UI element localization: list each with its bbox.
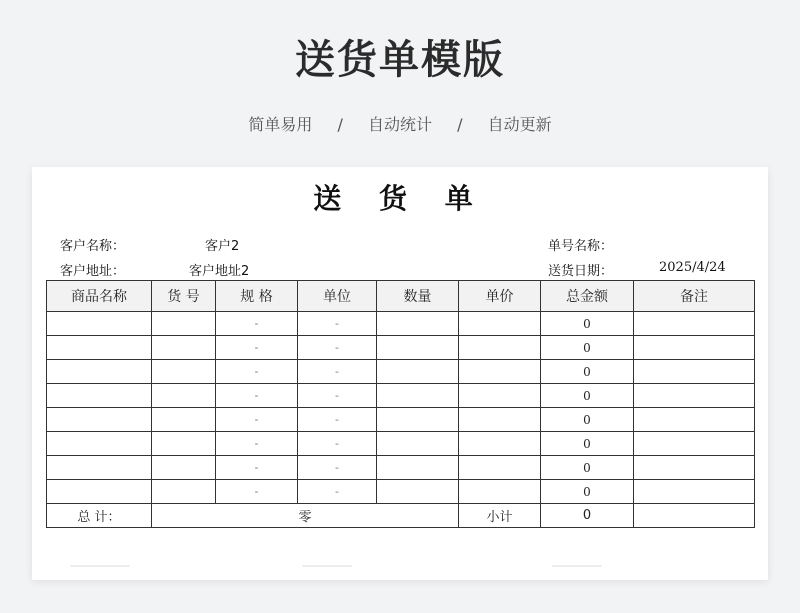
cell-unit[interactable]: - xyxy=(298,384,377,408)
cell-total-amount[interactable]: 0 xyxy=(541,384,634,408)
cell-total-amount[interactable]: 0 xyxy=(541,456,634,480)
cell-remarks[interactable] xyxy=(634,312,755,336)
cell-unit-price[interactable] xyxy=(459,336,541,360)
cell-specification[interactable]: - xyxy=(216,336,298,360)
cell-unit[interactable]: - xyxy=(298,456,377,480)
cell-unit-price[interactable] xyxy=(459,312,541,336)
table-row xyxy=(47,432,755,456)
total-in-words: 零 xyxy=(152,504,459,528)
total-remarks-cell[interactable] xyxy=(634,504,755,528)
cell-unit-price[interactable] xyxy=(459,384,541,408)
cell-unit[interactable]: - xyxy=(298,480,377,504)
table-row xyxy=(47,480,755,504)
cell-unit[interactable]: - xyxy=(298,432,377,456)
faded-footer-line xyxy=(70,565,130,567)
hero-title: 送货单模版 xyxy=(295,37,505,83)
table-row xyxy=(47,360,755,384)
cell-total-amount[interactable]: 0 xyxy=(541,480,634,504)
cell-specification[interactable]: - xyxy=(216,360,298,384)
cell-product-name[interactable] xyxy=(47,336,152,360)
cell-quantity[interactable] xyxy=(377,456,459,480)
cell-total-amount[interactable]: 0 xyxy=(541,360,634,384)
header-item-number: 货 号 xyxy=(152,281,216,312)
table-row xyxy=(47,408,755,432)
cell-remarks[interactable] xyxy=(634,384,755,408)
cell-product-name[interactable] xyxy=(47,312,152,336)
header-product-name: 商品名称 xyxy=(47,281,152,312)
total-label: 总 计： xyxy=(47,504,152,528)
cell-quantity[interactable] xyxy=(377,384,459,408)
subtotal-value: 0 xyxy=(541,504,634,528)
cell-product-name[interactable] xyxy=(47,360,152,384)
header-unit-price: 单价 xyxy=(459,281,541,312)
cell-product-name[interactable] xyxy=(47,408,152,432)
cell-item-number[interactable] xyxy=(152,456,216,480)
table-row xyxy=(47,336,755,360)
cell-specification[interactable]: - xyxy=(216,432,298,456)
cell-total-amount[interactable]: 0 xyxy=(541,336,634,360)
header-unit: 单位 xyxy=(298,281,377,312)
header-specification: 规 格 xyxy=(216,281,298,312)
cell-remarks[interactable] xyxy=(634,336,755,360)
cell-item-number[interactable] xyxy=(152,408,216,432)
cell-total-amount[interactable]: 0 xyxy=(541,408,634,432)
cell-quantity[interactable] xyxy=(377,336,459,360)
table-row xyxy=(47,384,755,408)
delivery-date-value[interactable]: 2025/4/24 xyxy=(659,260,726,275)
table-header-row xyxy=(47,281,755,312)
cell-product-name[interactable] xyxy=(47,384,152,408)
cell-unit-price[interactable] xyxy=(459,360,541,384)
feature-separator: / xyxy=(457,115,463,134)
cell-quantity[interactable] xyxy=(377,480,459,504)
cell-unit-price[interactable] xyxy=(459,456,541,480)
header-quantity: 数量 xyxy=(377,281,459,312)
table-row xyxy=(47,312,755,336)
customer-name-label: 客户名称： xyxy=(60,239,126,254)
cell-total-amount[interactable]: 0 xyxy=(541,312,634,336)
cell-item-number[interactable] xyxy=(152,312,216,336)
customer-address-label: 客户地址： xyxy=(60,264,126,279)
cell-specification[interactable]: - xyxy=(216,480,298,504)
feature-1: 简单易用 xyxy=(248,115,313,134)
cell-unit[interactable]: - xyxy=(298,408,377,432)
header-remarks: 备注 xyxy=(634,281,755,312)
cell-product-name[interactable] xyxy=(47,456,152,480)
document-title: 送 货 单 xyxy=(313,182,487,215)
cell-item-number[interactable] xyxy=(152,480,216,504)
cell-quantity[interactable] xyxy=(377,312,459,336)
delivery-date-label: 送货日期： xyxy=(548,264,614,279)
feature-tagline xyxy=(0,112,800,135)
feature-2: 自动统计 xyxy=(367,115,432,134)
cell-specification[interactable]: - xyxy=(216,384,298,408)
cell-item-number[interactable] xyxy=(152,432,216,456)
cell-quantity[interactable] xyxy=(377,432,459,456)
cell-remarks[interactable] xyxy=(634,360,755,384)
total-row xyxy=(47,504,755,528)
cell-specification[interactable]: - xyxy=(216,408,298,432)
customer-address-value[interactable]: 客户地址2 xyxy=(189,264,250,279)
cell-unit-price[interactable] xyxy=(459,480,541,504)
cell-product-name[interactable] xyxy=(47,480,152,504)
cell-remarks[interactable] xyxy=(634,432,755,456)
cell-unit[interactable]: - xyxy=(298,360,377,384)
header-total-amount: 总金额 xyxy=(541,281,634,312)
feature-separator: / xyxy=(337,115,343,134)
cell-specification[interactable]: - xyxy=(216,312,298,336)
order-number-label: 单号名称： xyxy=(548,239,614,254)
cell-remarks[interactable] xyxy=(634,456,755,480)
faded-footer-line xyxy=(552,565,602,567)
cell-item-number[interactable] xyxy=(152,336,216,360)
cell-remarks[interactable] xyxy=(634,408,755,432)
cell-unit[interactable]: - xyxy=(298,312,377,336)
delivery-note-sheet xyxy=(32,167,768,580)
cell-unit[interactable]: - xyxy=(298,336,377,360)
faded-footer-line xyxy=(302,565,352,567)
cell-quantity[interactable] xyxy=(377,360,459,384)
subtotal-label: 小计 xyxy=(459,504,541,528)
cell-unit-price[interactable] xyxy=(459,408,541,432)
table-row xyxy=(47,456,755,480)
cell-quantity[interactable] xyxy=(377,408,459,432)
goods-table xyxy=(46,280,755,528)
cell-total-amount[interactable]: 0 xyxy=(541,432,634,456)
cell-item-number[interactable] xyxy=(152,360,216,384)
cell-item-number[interactable] xyxy=(152,384,216,408)
cell-unit-price[interactable] xyxy=(459,432,541,456)
customer-name-value[interactable]: 客户2 xyxy=(205,239,240,254)
feature-3: 自动更新 xyxy=(487,115,552,134)
cell-product-name[interactable] xyxy=(47,432,152,456)
cell-remarks[interactable] xyxy=(634,480,755,504)
cell-specification[interactable]: - xyxy=(216,456,298,480)
